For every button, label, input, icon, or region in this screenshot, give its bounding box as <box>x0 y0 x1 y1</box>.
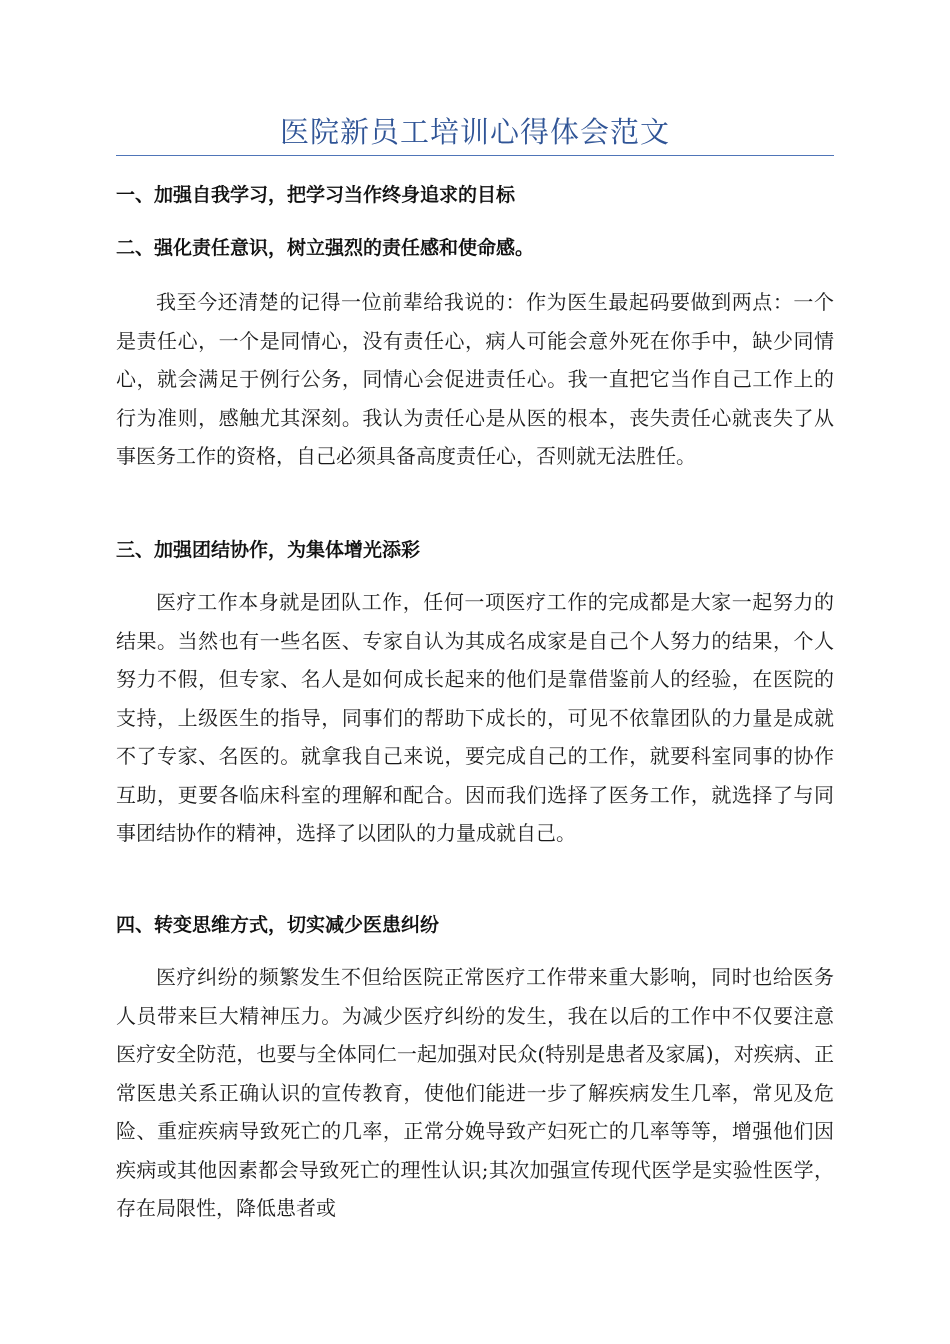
section-paragraph-4: 医疗纠纷的频繁发生不但给医院正常医疗工作带来重大影响，同时也给医务人员带来巨大精神压力。为减少医疗纠纷的发生，我在以后的工作中不仅要注意医疗安全防范，也要与全体同仁一起加强对民众(特别是患者及家属)，对疾病、正常医患关系正确认识的宣传教育，使他们能进一步了解疾病发生几率，常见及危险、重症疾病导致死亡的几率，正常分娩导致产妇死亡的几率等等，增强他们因疾病或其他因素都会导致死亡的理性认识;其次加强宣传现代医学是实验性医学，存在局限性，降低患者或 <box>116 965 834 1220</box>
section-heading-2: 二、强化责任意识，树立强烈的责任感和使命感。 <box>116 237 535 259</box>
section-heading-4: 四、转变思维方式，切实减少医患纠纷 <box>116 914 440 936</box>
section-heading-3: 三、加强团结协作，为集体增光添彩 <box>116 539 421 561</box>
section-paragraph-2: 我至今还清楚的记得一位前辈给我说的：作为医生最起码要做到两点：一个是责任心，一个是同情心，没有责任心，病人可能会意外死在你手中，缺少同情心，就会满足于例行公务，同情心会促进责任心。我一直把它当作自己工作上的行为准则，感触尤其深刻。我认为责任心是从医的根本，丧失责任心就丧失了从事医务工作的资格，自己必须具备高度责任心，否则就无法胜任。 <box>116 290 834 468</box>
document-title: 医院新员工培训心得体会范文 <box>279 115 670 149</box>
title-underline <box>116 155 834 156</box>
section-paragraph-3: 医疗工作本身就是团队工作，任何一项医疗工作的完成都是大家一起努力的结果。当然也有一些名医、专家自认为其成名成家是自己个人努力的结果，个人努力不假，但专家、名人是如何成长起来的他们是靠借鉴前人的经验，在医院的支持，上级医生的指导，同事们的帮助下成长的，可见不依靠团队的力量是成就不了专家、名医的。就拿我自己来说，要完成自己的工作，就要科室同事的协作互助，更要各临床科室的理解和配合。因而我们选择了医务工作，就选择了与同事团结协作的精神，选择了以团队的力量成就自己。 <box>116 590 834 845</box>
section-heading-1: 一、加强自我学习，把学习当作终身追求的目标 <box>116 184 516 206</box>
